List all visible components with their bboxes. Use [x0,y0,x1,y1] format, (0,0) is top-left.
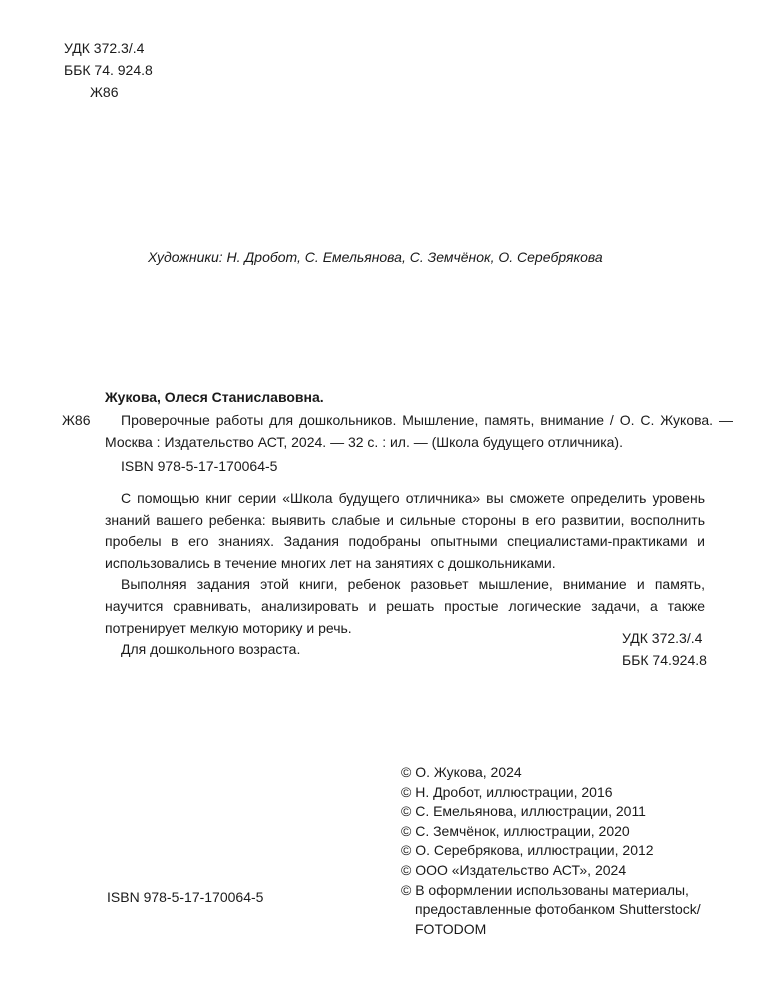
copyright-item: © ООО «Издательство АСТ», 2024 [401,861,627,878]
copyright-item: © С. Емельянова, иллюстрации, 2011 [401,803,646,820]
bbk-code: ББК 74. 924.8 [64,62,153,78]
copyright-item: © О. Жукова, 2024 [401,764,522,780]
copyright-item: © В оформлении использованы материалы, предоставленные фотобанком Shutterstock/ FOTODOM [401,881,701,937]
record-mark: Ж86 [62,412,91,428]
record-title-line: Проверочные работы для дошкольников. Мышление, память, внимание / О. С. Жукова. — [121,412,733,428]
bbk-code-bottom: ББК 74.924.8 [622,652,707,668]
abstract [105,488,705,661]
abstract-paragraph: Для дошкольного возраста. [121,641,301,658]
record-author: Жукова, Олеся Станиславовна. [105,389,324,405]
abstract-paragraph: С помощью книг серии «Школа будущего отличника» вы сможете определить уровень знаний вашего ребенка: выявить слабые и сильные стороны в его развитии, восполнить пробелы в его знаниях. Задания подобраны опытными специалистами-практиками и использовались в течение многих лет на занятиях с дошкольниками. [105,490,705,571]
copyright-item: © Н. Дробот, иллюстрации, 2016 [401,783,613,800]
abstract-paragraph: Выполняя задания этой книги, ребенок разовьет мышление, внимание и память, научится сравнивать, анализировать и решать простые логические задачи, а также потренирует мелкую моторику и речь. [105,576,705,636]
udk-code-bottom: УДК 372.3/.4 [622,630,703,646]
copyright-list [401,763,725,939]
author-mark: Ж86 [90,84,119,100]
record-publisher-line: Москва : Издательство АСТ, 2024. — 32 с. : ил. — (Школа будущего отличника). [105,434,623,450]
artists-credit: Художники: Н. Дробот, С. Емельянова, С. Земчёнок, О. Серебрякова [148,249,603,265]
copyright-item: © О. Серебрякова, иллюстрации, 2012 [401,842,654,859]
isbn-bottom: ISBN 978-5-17-170064-5 [107,889,264,905]
udk-code: УДК 372.3/.4 [64,40,145,56]
record-isbn: ISBN 978-5-17-170064-5 [121,458,278,474]
copyright-item: © С. Земчёнок, иллюстрации, 2020 [401,822,630,839]
